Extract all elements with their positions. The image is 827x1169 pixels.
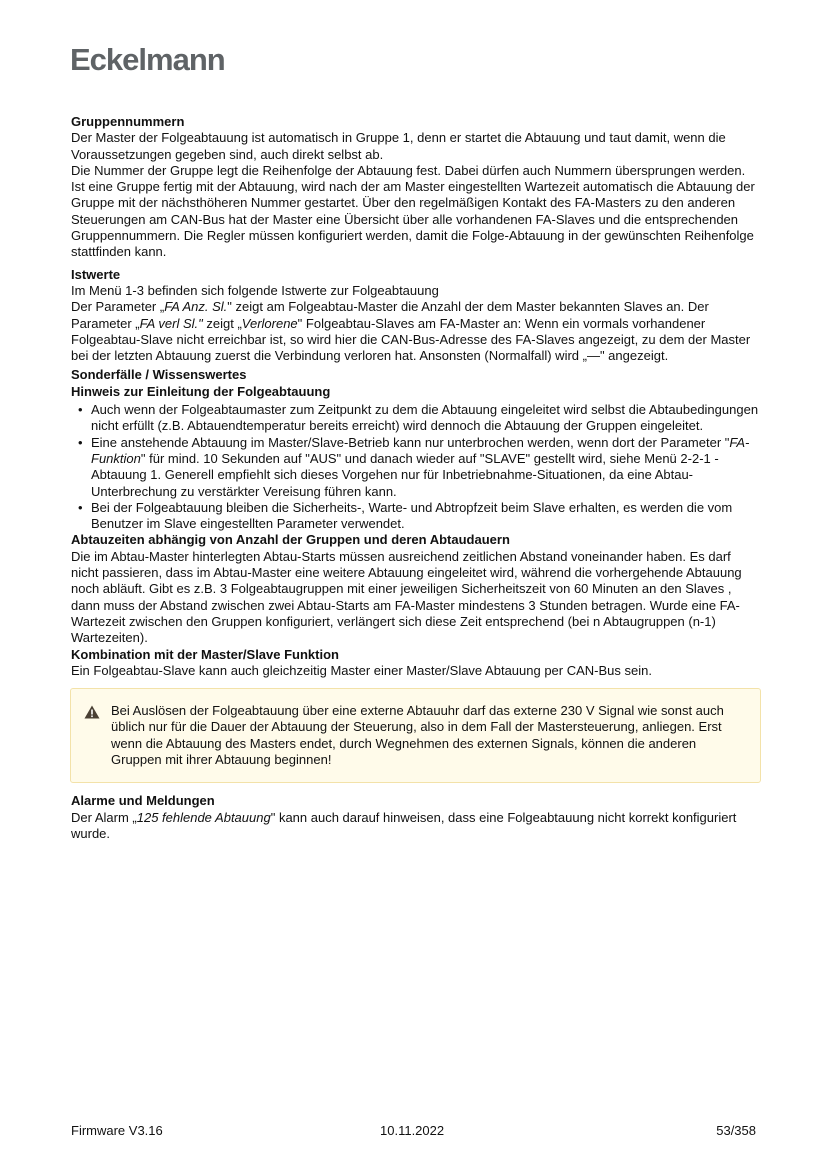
list-item: • Bei der Folgeabtauung bleiben die Sicherheits-, Warte- und Abtropfzeit beim Slave erhalten, es werden die vom Benutzer im Slave eingestellten Parameter verwendet. [91,500,761,533]
param-name: FA-Funktion [91,434,750,466]
text: zeigt „ [202,315,242,331]
footer-date: 10.11.2022 [380,1123,445,1138]
param-name: FA Anz. Sl. [164,299,228,315]
text: Der Alarm „ [71,809,137,825]
heading-kombination: Kombination mit der Master/Slave Funktion [71,646,339,662]
paragraph [71,810,761,843]
paragraph: Der Master der Folgeabtauung ist automatisch in Gruppe 1, denn er startet die Abtauung und taut damit, wenn die Voraussetzungen gegeben sind, auch direkt selbst ab. [71,130,726,162]
text: " kann auch darauf hinweisen, dass eine Folgeabtauung nicht korrekt konfiguriert wurde. [71,809,737,841]
list-item: • Auch wenn der Folgeabtaumaster zum Zeitpunkt zu dem die Abtauung eingeleitet wird selbst die Abtaubedingungen nicht erfüllt (z.B. Abtauendtemperatur bereits erreicht) wird dennoch die Abtauung der Gruppen eingeleitet. [91,402,761,435]
heading-istwerte: Istwerte [71,266,121,282]
text: Eine anstehende Abtauung im Master/Slave-Betrieb kann nur unterbrochen werden, wenn dort der Parameter " [91,434,730,450]
warning-text: Bei Auslösen der Folgeabtauung über eine externe Abtauuhr darf das externe 230 V Signal wie sonst auch üblich nur für die Dauer der Abtauung der Steuerung, also in dem Fall der Mastersteuerung, anliegen. Erst wenn die Abtauung des Masters endet, durch Wegnehmen des externen Signals, können die anderen Gruppen mit ihrer Abtauung beginnen! [111,703,724,767]
footer-firmware: Firmware V3.16 [71,1123,163,1138]
heading-alarme: Alarme und Meldungen [71,793,215,809]
paragraph: Ein Folgeabtau-Slave kann auch gleichzeitig Master einer Master/Slave Abtauung per CAN-Bus sein. [71,662,652,678]
paragraph: Im Menü 1-3 befinden sich folgende Istwerte zur Folgeabtauung [71,282,439,298]
heading-gruppennummern: Gruppennummern [71,114,185,129]
text: " Folgeabtau-Slaves am FA-Master an: Wenn ein vormals vorhandener Folgeabtau-Slave nicht erreichbar ist, so wird hier die CAN-Bus-Adresse des FA-Slaves angezeigt, zu dem der Master bei der letzten Abtauung zuerst die Verbindung verloren hat. Ansonsten (Normalfall) wird „—" angezeigt. [71,315,751,364]
text: Der Parameter „ [71,299,165,315]
text: " für mind. 10 Sekunden auf "AUS" und danach wieder auf "SLAVE" gestellt wird, siehe Menü 2-2-1 - Abtauung 1. Generell empfiehlt sich dieses Vorgehen nur für Inbetriebnahme-Situationen, da eine Abtau-Unterbrechung zu verstärkter Vereisung führen kann. [91,450,719,499]
param-name: FA verl Sl." [139,315,203,331]
alarm-name: 125 fehlende Abtauung [136,809,271,825]
paragraph: Die im Abtau-Master hinterlegten Abtau-Starts müssen ausreichend zeitlichen Abstand voneinander haben. Es darf nicht passieren, dass im Abtau-Master eine weitere Abtauung eingeleitet wird, während die vorhergehende Abtauung noch abläuft. Gibt es z.B. 3 Folgeabtaugruppen mit einer jeweiligen Sicherheitszeit von 60 Minuten an den Slaves , dann muss der Abstand zwischen zwei Abtau-Starts am FA-Master mindestens 3 Stunden betragen. Wurde eine FA-Wartezeit zwischen den Gruppen konfiguriert, verlängert sich diese Zeit entsprechend (bei n Abtaugruppen (n-1) Wartezeiten). [71,548,742,646]
emphasis: Verlorene [241,315,298,331]
bullet-list [71,402,761,532]
paragraph: Die Nummer der Gruppe legt die Reihenfolge der Abtauung fest. Dabei dürfen auch Nummern übersprungen werden. Ist eine Gruppe fertig mit der Abtauung, wird nach der am Master eingestellten Wartezeit automatisch die Abtauung der Gruppe mit der nächsthöheren Nummer gestartet. Über den regelmäßigen Kontakt des FA-Masters zu den anderen Steuerungen am CAN-Bus hat der Master eine Übersicht über alle vorhandenen FA-Slaves und die entsprechenden Gruppennummern. Die Regler müssen konfiguriert werden, damit die Folge-Abtauung in der gewünschten Reihenfolge stattfinden kann. [71,162,755,260]
list-item [91,435,761,500]
text: " zeigt am Folgeabtau-Master die Anzahl der dem Master bekannten Slaves an. Der Parameter „ [71,299,709,331]
eckelmann-logo: Eckelmann [70,42,225,77]
subheading-hinweis: Hinweis zur Einleitung der Folgeabtauung [71,383,331,399]
paragraph [71,299,761,364]
footer-page-number: 53/358 [716,1123,756,1138]
heading-abtauzeiten: Abtauzeiten abhängig von Anzahl der Gruppen und deren Abtaudauern [71,532,510,548]
warning-note [70,688,761,783]
heading-sonderfaelle: Sonderfälle / Wissenswertes [71,367,247,383]
warning-icon [84,705,100,719]
document-body [71,114,761,842]
